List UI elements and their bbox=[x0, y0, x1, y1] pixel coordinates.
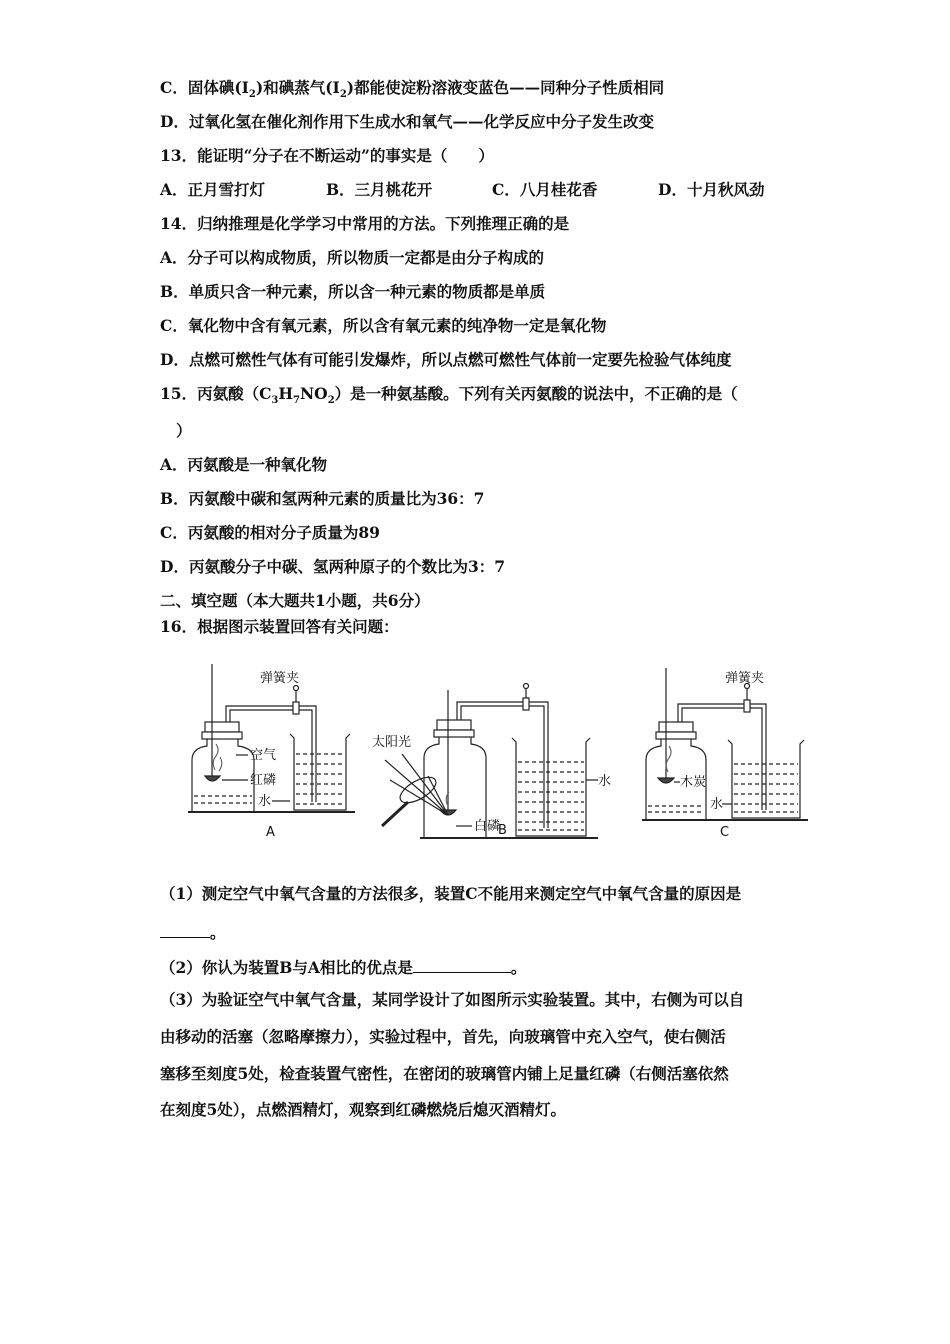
q16-part3-line1: （3）为验证空气中氧气含量，某同学设计了如图所示实验装置。其中，右侧为可以自 bbox=[160, 990, 745, 1009]
q16-part1-answer: 。 bbox=[160, 921, 226, 943]
q13-stem: 13．能证明“分子在不断运动”的事实是（ ） bbox=[160, 146, 494, 165]
caption-c: C bbox=[720, 825, 730, 840]
q16-part3-line2: 由移动的活塞（忽略摩擦力），实验过程中，首先，向玻璃管中充入空气，使右侧活 bbox=[160, 1027, 726, 1046]
apparatus-b bbox=[382, 684, 598, 839]
apparatus-figure bbox=[180, 660, 810, 845]
label-air: 空气 bbox=[250, 748, 277, 763]
q15-stem: 15．丙氨酸$(C_3H_7NO_2)$是一种氨基酸。下列有关丙氨酸的说法中，不正确的是（ bbox=[160, 384, 738, 407]
q12-option-c: C．固体碘$(I_2)$和碘蒸气$(I_2)$都能使淀粉溶液变蓝色——同种分子性质相同 bbox=[160, 78, 665, 101]
q15-option-b: B．丙氨酸中碳和氢两种元素的质量比为36：7 bbox=[160, 489, 485, 508]
caption-b: B bbox=[498, 823, 507, 838]
label-red-phosphorus: 红磷 bbox=[250, 773, 277, 788]
apparatus-c bbox=[642, 668, 808, 820]
q15-option-a: A．丙氨酸是一种氧化物 bbox=[160, 455, 328, 474]
label-white-phosphorus: 白磷 bbox=[474, 819, 501, 834]
answer-blank-1[interactable] bbox=[160, 921, 210, 938]
q13-option-c: C．八月桂花香 bbox=[492, 180, 598, 199]
q13-option-d: D．十月秋风劲 bbox=[658, 180, 765, 199]
q13-option-b: B．三月桃花开 bbox=[326, 180, 433, 199]
label-sunlight: 太阳光 bbox=[372, 735, 412, 750]
label-clip-a: 弹簧夹 bbox=[260, 671, 300, 686]
q12-option-d: D．过氧化氢在催化剂作用下生成水和氧气——化学反应中分子发生改变 bbox=[160, 112, 654, 131]
q13-option-a: A．正月雪打灯 bbox=[160, 180, 266, 199]
apparatus-a bbox=[188, 664, 355, 812]
label-clip-c: 弹簧夹 bbox=[725, 671, 765, 686]
label-water-b: 水 bbox=[598, 774, 612, 789]
q15-option-c: C．丙氨酸的相对分子质量为89 bbox=[160, 523, 380, 542]
answer-blank-2[interactable] bbox=[413, 956, 511, 973]
q14-option-b: B．单质只含一种元素，所以含一种元素的物质都是单质 bbox=[160, 282, 546, 301]
q16-part3-line4: 在刻度5处），点燃酒精灯，观察到红磷燃烧后熄灭酒精灯。 bbox=[160, 1100, 567, 1119]
q16-part3-line3: 塞移至刻度5处，检查装置气密性，在密闭的玻璃管内铺上足量红磷（右侧活塞依然 bbox=[160, 1064, 729, 1083]
label-water-a: 水 bbox=[258, 794, 272, 809]
q15-option-d: D．丙氨酸分子中碳、氢两种原子的个数比为3：7 bbox=[160, 557, 506, 576]
q14-stem: 14．归纳推理是化学学习中常用的方法。下列推理正确的是 bbox=[160, 214, 570, 233]
label-water-c: 水 bbox=[710, 797, 724, 812]
q16-part1: （1）测定空气中氧气含量的方法很多，装置C不能用来测定空气中氧气含量的原因是 bbox=[160, 884, 742, 903]
q14-option-a: A．分子可以构成物质，所以物质一定都是由分子构成的 bbox=[160, 248, 545, 267]
q16-part2: （2）你认为装置B与A相比的优点是 。 bbox=[160, 958, 527, 977]
label-charcoal: 木炭 bbox=[680, 775, 707, 790]
q14-option-c: C．氧化物中含有氧元素，所以含有氧元素的纯净物一定是氧化物 bbox=[160, 316, 607, 335]
caption-a: A bbox=[266, 825, 275, 840]
section-title: 二、填空题（本大题共1小题，共6分） bbox=[160, 591, 430, 610]
q14-option-d: D．点燃可燃性气体有可能引发爆炸，所以点燃可燃性气体前一定要先检验气体纯度 bbox=[160, 350, 732, 369]
q16-stem: 16．根据图示装置回答有关问题： bbox=[160, 617, 399, 636]
q15-stem-close: ） bbox=[176, 421, 192, 440]
